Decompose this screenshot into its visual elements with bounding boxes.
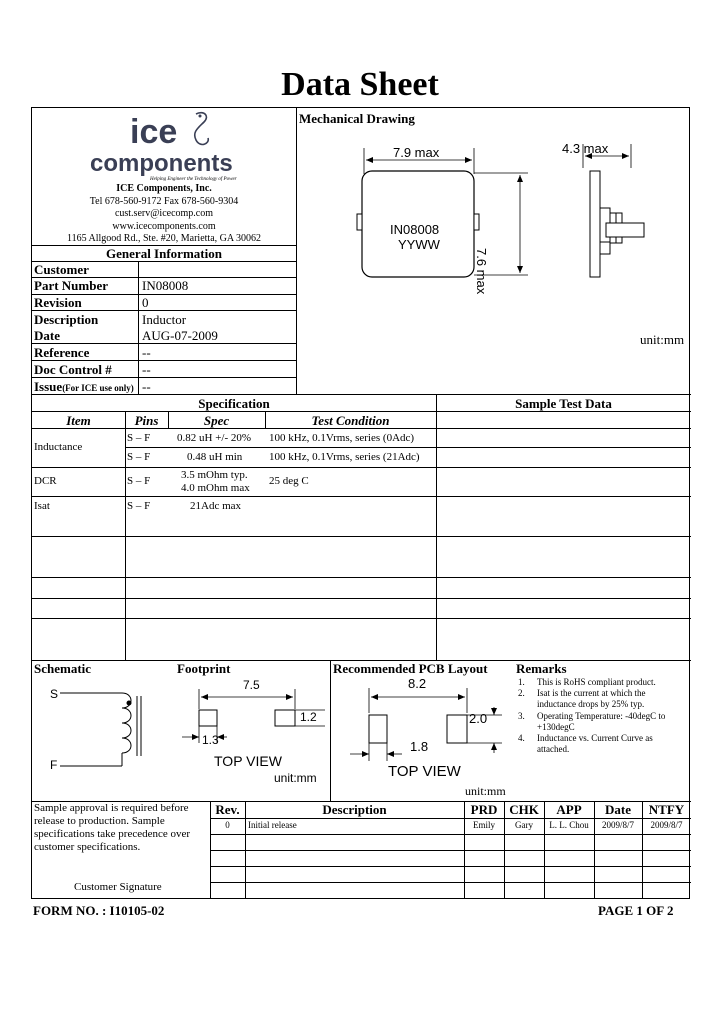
spec-row-3-item: DCR bbox=[34, 475, 57, 487]
form-number: FORM NO. : I10105-02 bbox=[33, 903, 165, 918]
mech-marking-line2: YYWW bbox=[398, 237, 440, 252]
mechanical-drawing bbox=[332, 138, 652, 308]
rev-row-1-desc: Initial release bbox=[248, 820, 297, 830]
rev-col-description: Description bbox=[322, 802, 387, 817]
gi-label-doc-control: Doc Control # bbox=[34, 362, 112, 377]
pcb-layout-heading: Recommended PCB Layout bbox=[333, 661, 488, 676]
schematic-pin-s: S bbox=[50, 687, 59, 701]
logo-tagline: Helping Engineer the Technology of Power bbox=[150, 177, 237, 182]
gi-value-date: AUG-07-2009 bbox=[142, 328, 218, 343]
rev-row-1-prd: Emily bbox=[473, 820, 495, 830]
rev-col-date: Date bbox=[605, 802, 631, 817]
mechanical-heading: Mechanical Drawing bbox=[299, 111, 415, 126]
company-name: ICE Components, Inc. bbox=[116, 183, 212, 194]
footprint-pad-height-dim: 1.2 bbox=[300, 710, 317, 724]
gi-value-doc-control: -- bbox=[142, 362, 151, 377]
remark-3-line-1: Operating Temperature: -40degC to bbox=[537, 711, 666, 721]
gi-value-part-number: IN08008 bbox=[142, 278, 189, 293]
spec-row-3-pins: S – F bbox=[127, 475, 151, 487]
remarks-heading: Remarks bbox=[516, 661, 567, 676]
rev-col-ntfy: NTFY bbox=[648, 802, 685, 817]
remark-4-line-2: attached. bbox=[537, 744, 570, 754]
spec-row-1-pins: S – F bbox=[127, 432, 151, 444]
footprint-heading: Footprint bbox=[177, 661, 231, 676]
logo-components-text: components bbox=[90, 150, 233, 177]
approval-note-line-4: customer specifications. bbox=[34, 841, 141, 853]
gi-label-issue: Issue(For ICE use only) bbox=[34, 379, 134, 394]
page-title: Data Sheet bbox=[281, 66, 439, 103]
rev-col-app: APP bbox=[556, 802, 582, 817]
spec-col-item: Item bbox=[66, 413, 91, 428]
remark-2-num: 2. bbox=[518, 688, 525, 698]
rev-row-1-rev: 0 bbox=[225, 820, 230, 830]
approval-note-line-2: release to production. Sample bbox=[34, 815, 165, 827]
spec-row-2-pins: S – F bbox=[127, 451, 151, 463]
spec-heading: Specification bbox=[198, 396, 270, 411]
pcb-unit: unit:mm bbox=[465, 784, 506, 798]
remark-4-line-1: Inductance vs. Current Curve as bbox=[537, 733, 653, 743]
footprint-width-dim: 7.5 bbox=[243, 678, 260, 692]
spec-row-1-spec: 0.82 uH +/- 20% bbox=[177, 432, 252, 444]
company-address: 1165 Allgood Rd., Ste. #20, Marietta, GA 30062 bbox=[66, 233, 262, 244]
pcb-pad-height-dim: 2.0 bbox=[469, 711, 488, 726]
rev-row-1-app: L. L. Chou bbox=[549, 820, 589, 830]
remark-3-num: 3. bbox=[518, 711, 525, 721]
gi-label-reference: Reference bbox=[34, 345, 90, 360]
spec-col-pins: Pins bbox=[134, 413, 159, 428]
rev-col-rev: Rev. bbox=[215, 802, 240, 817]
schematic-coil-drawing bbox=[42, 688, 152, 768]
approval-note-line-1: Sample approval is required before bbox=[34, 802, 189, 814]
mech-depth-dim: 4.3 max bbox=[562, 141, 609, 156]
spec-row-3-spec: 3.5 mOhm typ. bbox=[181, 469, 248, 481]
remark-3-line-2: +130degC bbox=[537, 722, 575, 732]
test-data-heading: Sample Test Data bbox=[515, 396, 612, 411]
spec-row-4-item: Isat bbox=[34, 500, 50, 512]
rev-col-chk: CHK bbox=[509, 802, 539, 817]
spec-row-3-spec2: 4.0 mOhm max bbox=[181, 482, 250, 494]
spec-row-1-item: Inductance bbox=[34, 441, 83, 453]
logo-swan-icon bbox=[186, 110, 216, 154]
footprint-view-label: TOP VIEW bbox=[214, 753, 282, 769]
mech-unit: unit:mm bbox=[640, 332, 685, 347]
customer-signature-label[interactable]: Customer Signature bbox=[74, 881, 162, 893]
spec-row-4-spec: 21Adc max bbox=[190, 500, 242, 512]
rev-row-1-ntfy: 2009/8/7 bbox=[650, 820, 683, 830]
footprint-pad-width-dim: 1.3 bbox=[202, 733, 219, 747]
rev-row-1-chk: Gary bbox=[515, 820, 533, 830]
mech-height-dim: 7.6 max bbox=[474, 248, 489, 295]
schematic-heading: Schematic bbox=[34, 661, 92, 676]
gi-label-date: Date bbox=[34, 328, 60, 343]
gi-label-customer: Customer bbox=[34, 262, 89, 277]
footprint-unit: unit:mm bbox=[274, 771, 317, 785]
remark-2-line-2: inductance drops by 25% typ. bbox=[537, 699, 645, 709]
mech-width-dim: 7.9 max bbox=[393, 145, 440, 160]
company-phone-fax: Tel 678-560-9172 Fax 678-560-9304 bbox=[89, 196, 239, 207]
approval-note-line-3: specifications take precedence over bbox=[34, 828, 191, 840]
remark-1-num: 1. bbox=[518, 677, 525, 687]
page-number: PAGE 1 OF 2 bbox=[598, 903, 674, 918]
gi-value-issue: -- bbox=[142, 379, 151, 394]
mech-marking-line1: IN08008 bbox=[390, 222, 440, 237]
general-info-heading: General Information bbox=[106, 246, 222, 261]
gi-value-description: Inductor bbox=[142, 312, 187, 327]
logo-ice-text: ice bbox=[130, 113, 178, 151]
gi-label-revision: Revision bbox=[34, 295, 82, 310]
gi-value-reference: -- bbox=[142, 345, 151, 360]
rev-col-prd: PRD bbox=[470, 802, 498, 817]
gi-label-description: Description bbox=[34, 312, 99, 327]
pcb-width-dim: 8.2 bbox=[408, 676, 427, 691]
spec-row-4-pins: S – F bbox=[127, 500, 151, 512]
pcb-view-label: TOP VIEW bbox=[388, 763, 461, 780]
schematic-pin-f: F bbox=[50, 758, 58, 772]
spec-col-test-condition: Test Condition bbox=[311, 413, 390, 428]
spec-row-2-cond: 100 kHz, 0.1Vrms, series (21Adc) bbox=[269, 451, 420, 463]
gi-label-part-number: Part Number bbox=[34, 278, 109, 293]
company-website[interactable]: www.icecomponents.com bbox=[112, 221, 216, 232]
spec-col-spec: Spec bbox=[203, 413, 230, 428]
spec-row-2-spec: 0.48 uH min bbox=[187, 451, 243, 463]
remark-1-line-1: This is RoHS compliant product. bbox=[537, 677, 656, 687]
spec-row-3-cond: 25 deg C bbox=[269, 475, 309, 487]
rev-row-1-date: 2009/8/7 bbox=[601, 820, 634, 830]
pcb-pad-width-dim: 1.8 bbox=[410, 739, 429, 754]
spec-row-1-cond: 100 kHz, 0.1Vrms, series (0Adc) bbox=[269, 432, 415, 444]
datasheet-frame bbox=[31, 107, 690, 899]
remark-4-num: 4. bbox=[518, 733, 525, 743]
remark-2-line-1: Isat is the current at which the bbox=[537, 688, 646, 698]
company-email[interactable]: cust.serv@icecomp.com bbox=[114, 208, 214, 219]
gi-value-revision: 0 bbox=[142, 295, 149, 310]
